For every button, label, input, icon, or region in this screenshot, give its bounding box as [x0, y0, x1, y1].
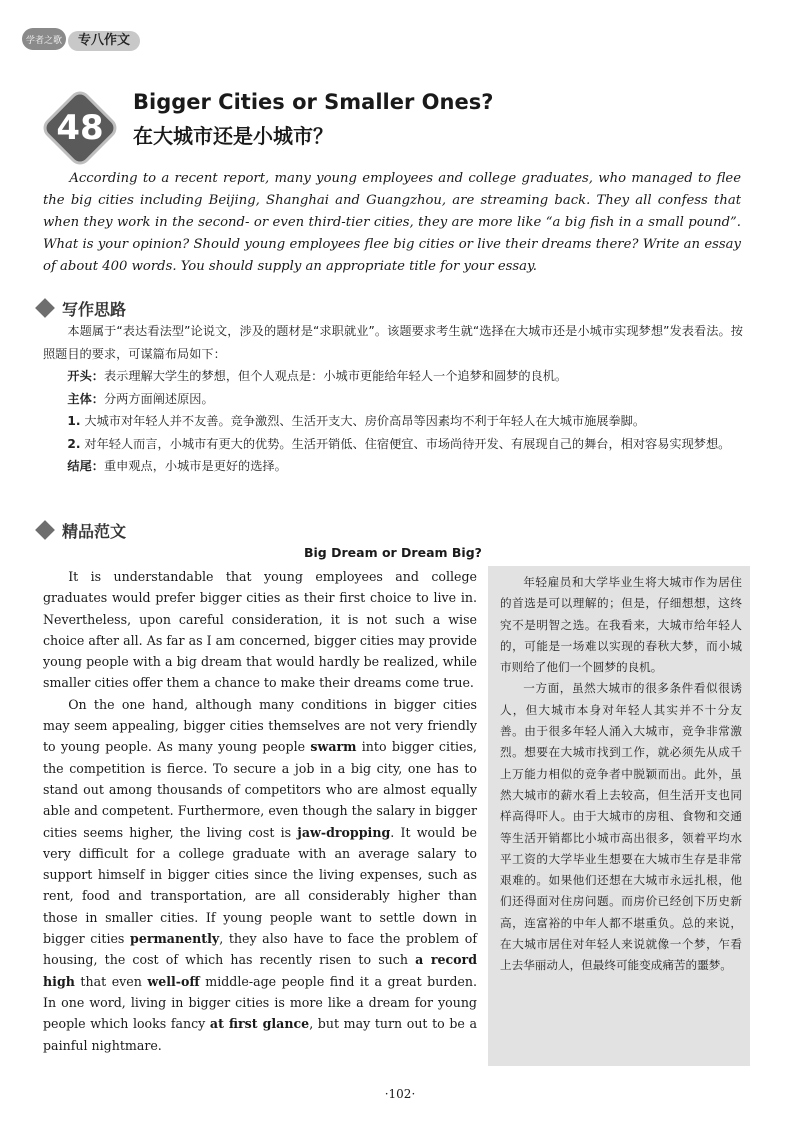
- essay-prompt: According to a recent report, many young employees and college graduates, who managed to flee the big cities including Beijing, Shanghai and Guangzhou, are streaming back. They all confess that when they work in the second- or even third-tier cities, they are more like “a big fish in a small pound”. What is your opinion? Should young employees flee big cities or live their dreams there? Write an essay of about 400 words. You should supply an appropriate title for your essay.: [43, 171, 741, 274]
- outline-body: [43, 388, 743, 411]
- vocab-highlight: well-off: [147, 973, 200, 989]
- outline-opening: [43, 365, 743, 388]
- essay-paragraph-1: It is understandable that young employees and college graduates would prefer bigger cities as their first choice to live in. Nevertheless, upon careful consideration, it is not such a wise choice after all. As far as I am concerned, bigger cities may provide young people with a big dream that would hardly be realized, while smaller cities offer them a chance to make their dreams come true.: [43, 569, 477, 691]
- essay-paragraph-2: [43, 694, 477, 1056]
- section-sample-heading: [34, 518, 126, 542]
- page-number: ·102·: [384, 1087, 416, 1101]
- outline-point-1-text: 大城市对年轻人并不友善。竞争激烈、生活开支大、房价高昂等因素均不利于年轻人在大城市施展拳脚。: [84, 414, 646, 428]
- text-run: On the one hand, although many conditions in bigger cities may seem appealing, bigger cities themselves are not very friendly to young people. As many young people: [43, 696, 477, 755]
- vocab-highlight: permanently: [130, 931, 220, 947]
- outline-ending: [43, 455, 743, 478]
- logo-text: 学者之歌: [25, 35, 62, 46]
- translation-paragraph-2: 一方面，虽然大城市的很多条件看似很诱人，但大城市本身对年轻人其实并不十分友善。由于很多年轻人涌入大城市，竞争非常激烈。想要在大城市找到工作，就必须先从成千上万能力相似的竞争者中脱颖而出。此外，虽然大城市的薪水看上去较高，但生活开支也同样高得吓人。由于大城市的房租、食物和交通等生活开销都比小城市高出很多，领着平均水平工资的大学毕业生想要在大城市生存是非常艰难的。如果他们还想在大城市永远扎根，他们还得面对住房问题。而房价已经创下历史新高，连富裕的中年人都不堪重负。总的来说，在大城市居住对年轻人来说就像一个梦，乍看上去华丽动人，但最终可能变成痛苦的噩梦。: [500, 681, 742, 973]
- text-run: that even: [74, 973, 148, 989]
- diamond-bullet-icon: [35, 298, 55, 318]
- essay-title: Big Dream or Dream Big?: [304, 545, 482, 560]
- vocab-highlight: jaw-dropping: [297, 824, 391, 840]
- outline-body-label: 主体：: [67, 391, 104, 406]
- outline-point-2: [43, 433, 743, 456]
- outline-opening-text: 表示理解大学生的梦想，但个人观点是：小城市更能给年轻人一个追梦和圆梦的良机。: [103, 369, 568, 383]
- publisher-logo: [22, 28, 66, 50]
- page-title-en: Bigger Cities or Smaller Ones?: [133, 90, 494, 114]
- vocab-highlight: a record high: [43, 952, 477, 989]
- essay-body: [43, 566, 477, 1056]
- outline-point-2-label: 2.: [67, 436, 81, 451]
- topic-number-badge: [44, 92, 116, 164]
- outline-point-2-text: 对年轻人而言，小城市有更大的优势。生活开销低、住宿便宜、市场尚待开发、有展现自己的舞台，相对容易实现梦想。: [84, 436, 731, 451]
- section-writing-heading: [34, 296, 126, 320]
- page-title-cn: 在大城市还是小城市？: [133, 124, 333, 148]
- text-run: , but may turn out to be a painful nightmare.: [43, 1016, 477, 1053]
- outline-ending-text: 重申观点，小城市是更好的选择。: [103, 459, 287, 473]
- text-run: into bigger cities, the competition is fierce. To secure a job in a big city, one has to stand out among thousands of competitors who are almost equally able and competent. Furthermore, even though the salary in bigger cities seems higher, the living cost is: [43, 739, 477, 840]
- translation-paragraph-1: 年轻雇员和大学毕业生将大城市作为居住的首选是可以理解的；但是，仔细想想，这终究不是明智之选。在我看来，大城市给年轻人的，可能是一场难以实现的春秋大梦，而小城市则给了他们一个圆梦的良机。: [500, 575, 742, 675]
- series-label: 专八作文: [68, 31, 140, 51]
- outline-point-1: [43, 410, 743, 433]
- writing-outline: [43, 320, 743, 478]
- translation-box: [488, 566, 750, 1066]
- text-run: . It would be very difficult for a college graduate with an average salary to support himself in bigger cities since the living expenses, such as rent, food and transportation, are all considerably higher than those in smaller cities. If young people want to settle down in bigger cities: [43, 824, 477, 947]
- outline-body-text: 分两方面阐述原因。: [103, 391, 214, 406]
- section-sample-title: 精品范文: [62, 521, 127, 541]
- text-run: , they also have to face the problem of housing, the cost of which has recently risen to such: [43, 931, 477, 968]
- diamond-bullet-icon: [35, 520, 55, 540]
- vocab-highlight: at first glance: [209, 1016, 310, 1032]
- outline-opening-label: 开头：: [67, 369, 104, 383]
- section-writing-title: 写作思路: [62, 299, 127, 319]
- outline-intro: 本题属于“表达看法型”论说文，涉及的题材是“求职就业”。该题要求考生就“选择在大城市还是小城市实现梦想”发表看法。按照题目的要求，可谋篇布局如下：: [43, 324, 743, 361]
- topic-number: 48: [56, 108, 104, 148]
- outline-ending-label: 结尾：: [67, 459, 104, 473]
- vocab-highlight: swarm: [310, 739, 357, 755]
- outline-point-1-label: 1.: [67, 414, 81, 428]
- text-run: middle-age people find it a great burden. In one word, living in bigger cities is more like a dream for young people which looks fancy: [43, 973, 478, 1032]
